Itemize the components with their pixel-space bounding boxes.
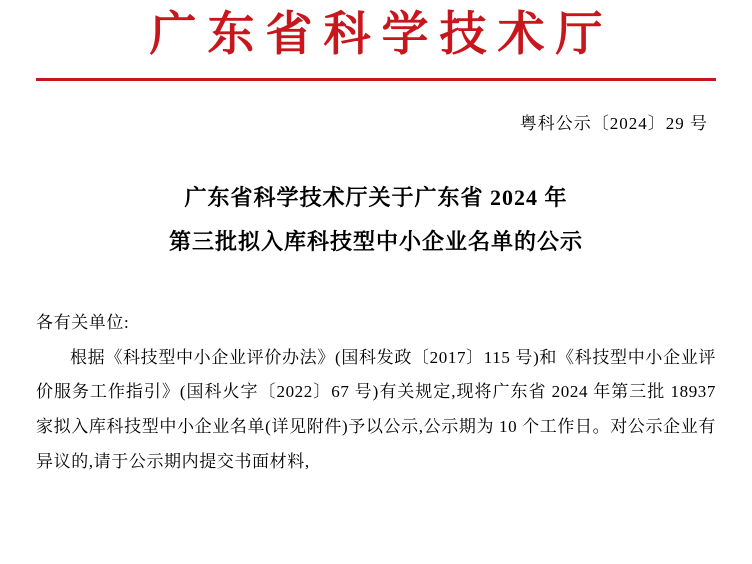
masthead-divider bbox=[36, 78, 716, 81]
document-number: 粤科公示〔2024〕29 号 bbox=[519, 113, 708, 133]
salutation: 各有关单位: bbox=[36, 312, 130, 332]
page-title-line-1: 广东省科学技术厅关于广东省 2024 年 bbox=[184, 184, 568, 210]
issuing-authority-title: 广东省科学技术厅 bbox=[149, 9, 614, 61]
document-body bbox=[36, 306, 716, 480]
masthead bbox=[36, 0, 716, 81]
body-paragraph-1: 根据《科技型中小企业评价办法》(国科发政〔2017〕115 号)和《科技型中小企业评价服务工作指引》(国科火字〔2022〕67 号)有关规定,现将广东省 2024 年第三批 18937 家拟入库科技型中小企业名单(详见附件)予以公示,公示期为 10 个工作日。对公示企业有异议的,请于公示期内提交书面材料, bbox=[36, 347, 716, 472]
page-title-line-2: 第三批拟入库科技型中小企业名单的公示 bbox=[168, 228, 583, 254]
page-title bbox=[36, 176, 716, 264]
